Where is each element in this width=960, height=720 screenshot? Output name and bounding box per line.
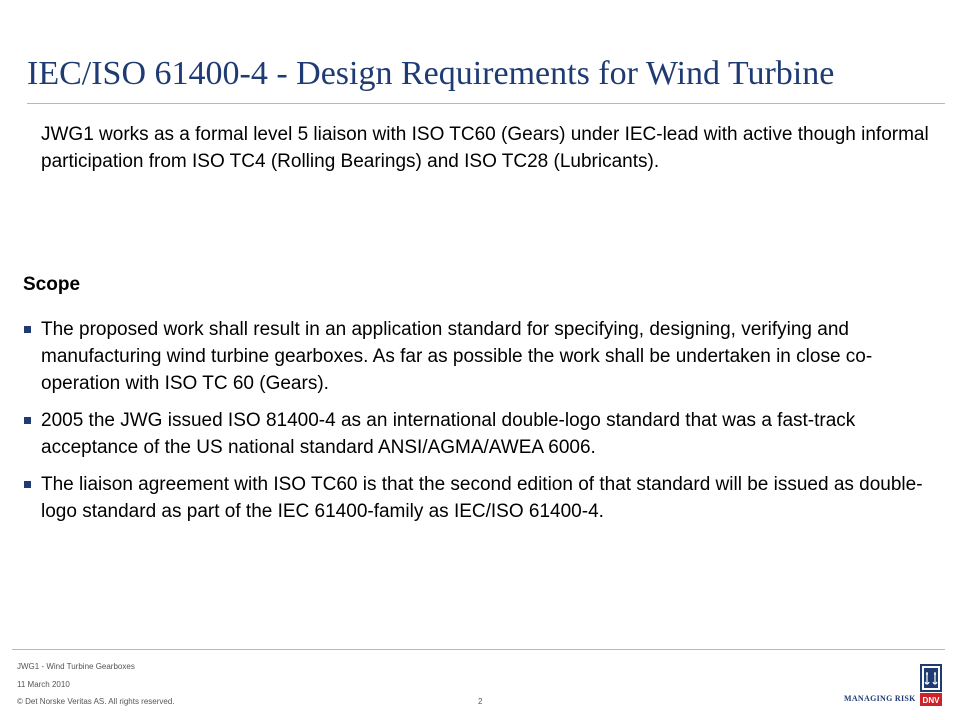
square-bullet-icon [24, 326, 31, 333]
scope-bullet [23, 471, 933, 525]
square-bullet-icon [24, 417, 31, 424]
page-number: 2 [478, 697, 483, 706]
intro-paragraph: JWG1 works as a formal level 5 liaison with ISO TC60 (Gears) under IEC-lead with active though informal participation from ISO TC4 (Rolling Bearings) and ISO TC28 (Lubricants). [41, 124, 929, 172]
footer-date: 11 March 2010 [17, 680, 70, 689]
dnv-logo [844, 664, 944, 708]
scope-heading: Scope [23, 274, 81, 295]
scope-bullet-text: The proposed work shall result in an application standard for specifying, designing, verifying and manufacturing wind turbine gearboxes. As far as possible the work shall be undertaken in close co-operation with ISO TC 60 (Gears). [41, 319, 873, 394]
dnv-emblem-icon [920, 664, 942, 706]
scope-bullet [23, 407, 933, 461]
scope-bullet-list [23, 316, 933, 535]
title-divider [27, 103, 945, 104]
logo-tagline: MANAGING RISK [844, 694, 916, 703]
footer-divider [12, 649, 945, 650]
scope-bullet [23, 316, 933, 397]
slide-title: IEC/ISO 61400-4 - Design Requirements for Wind Turbine [27, 55, 835, 92]
footer-copyright: © Det Norske Veritas AS. All rights reserved. [17, 697, 175, 706]
square-bullet-icon [24, 481, 31, 488]
logo-badge-text: DNV [922, 696, 940, 705]
footer-presentation-title: JWG1 - Wind Turbine Gearboxes [17, 662, 135, 671]
scope-bullet-text: 2005 the JWG issued ISO 81400-4 as an international double-logo standard that was a fast-track acceptance of the US national standard ANSI/AGMA/AWEA 6006. [41, 410, 856, 458]
scope-bullet-text: The liaison agreement with ISO TC60 is that the second edition of that standard will be issued as double-logo standard as part of the IEC 61400-family as IEC/ISO 61400-4. [41, 474, 923, 522]
